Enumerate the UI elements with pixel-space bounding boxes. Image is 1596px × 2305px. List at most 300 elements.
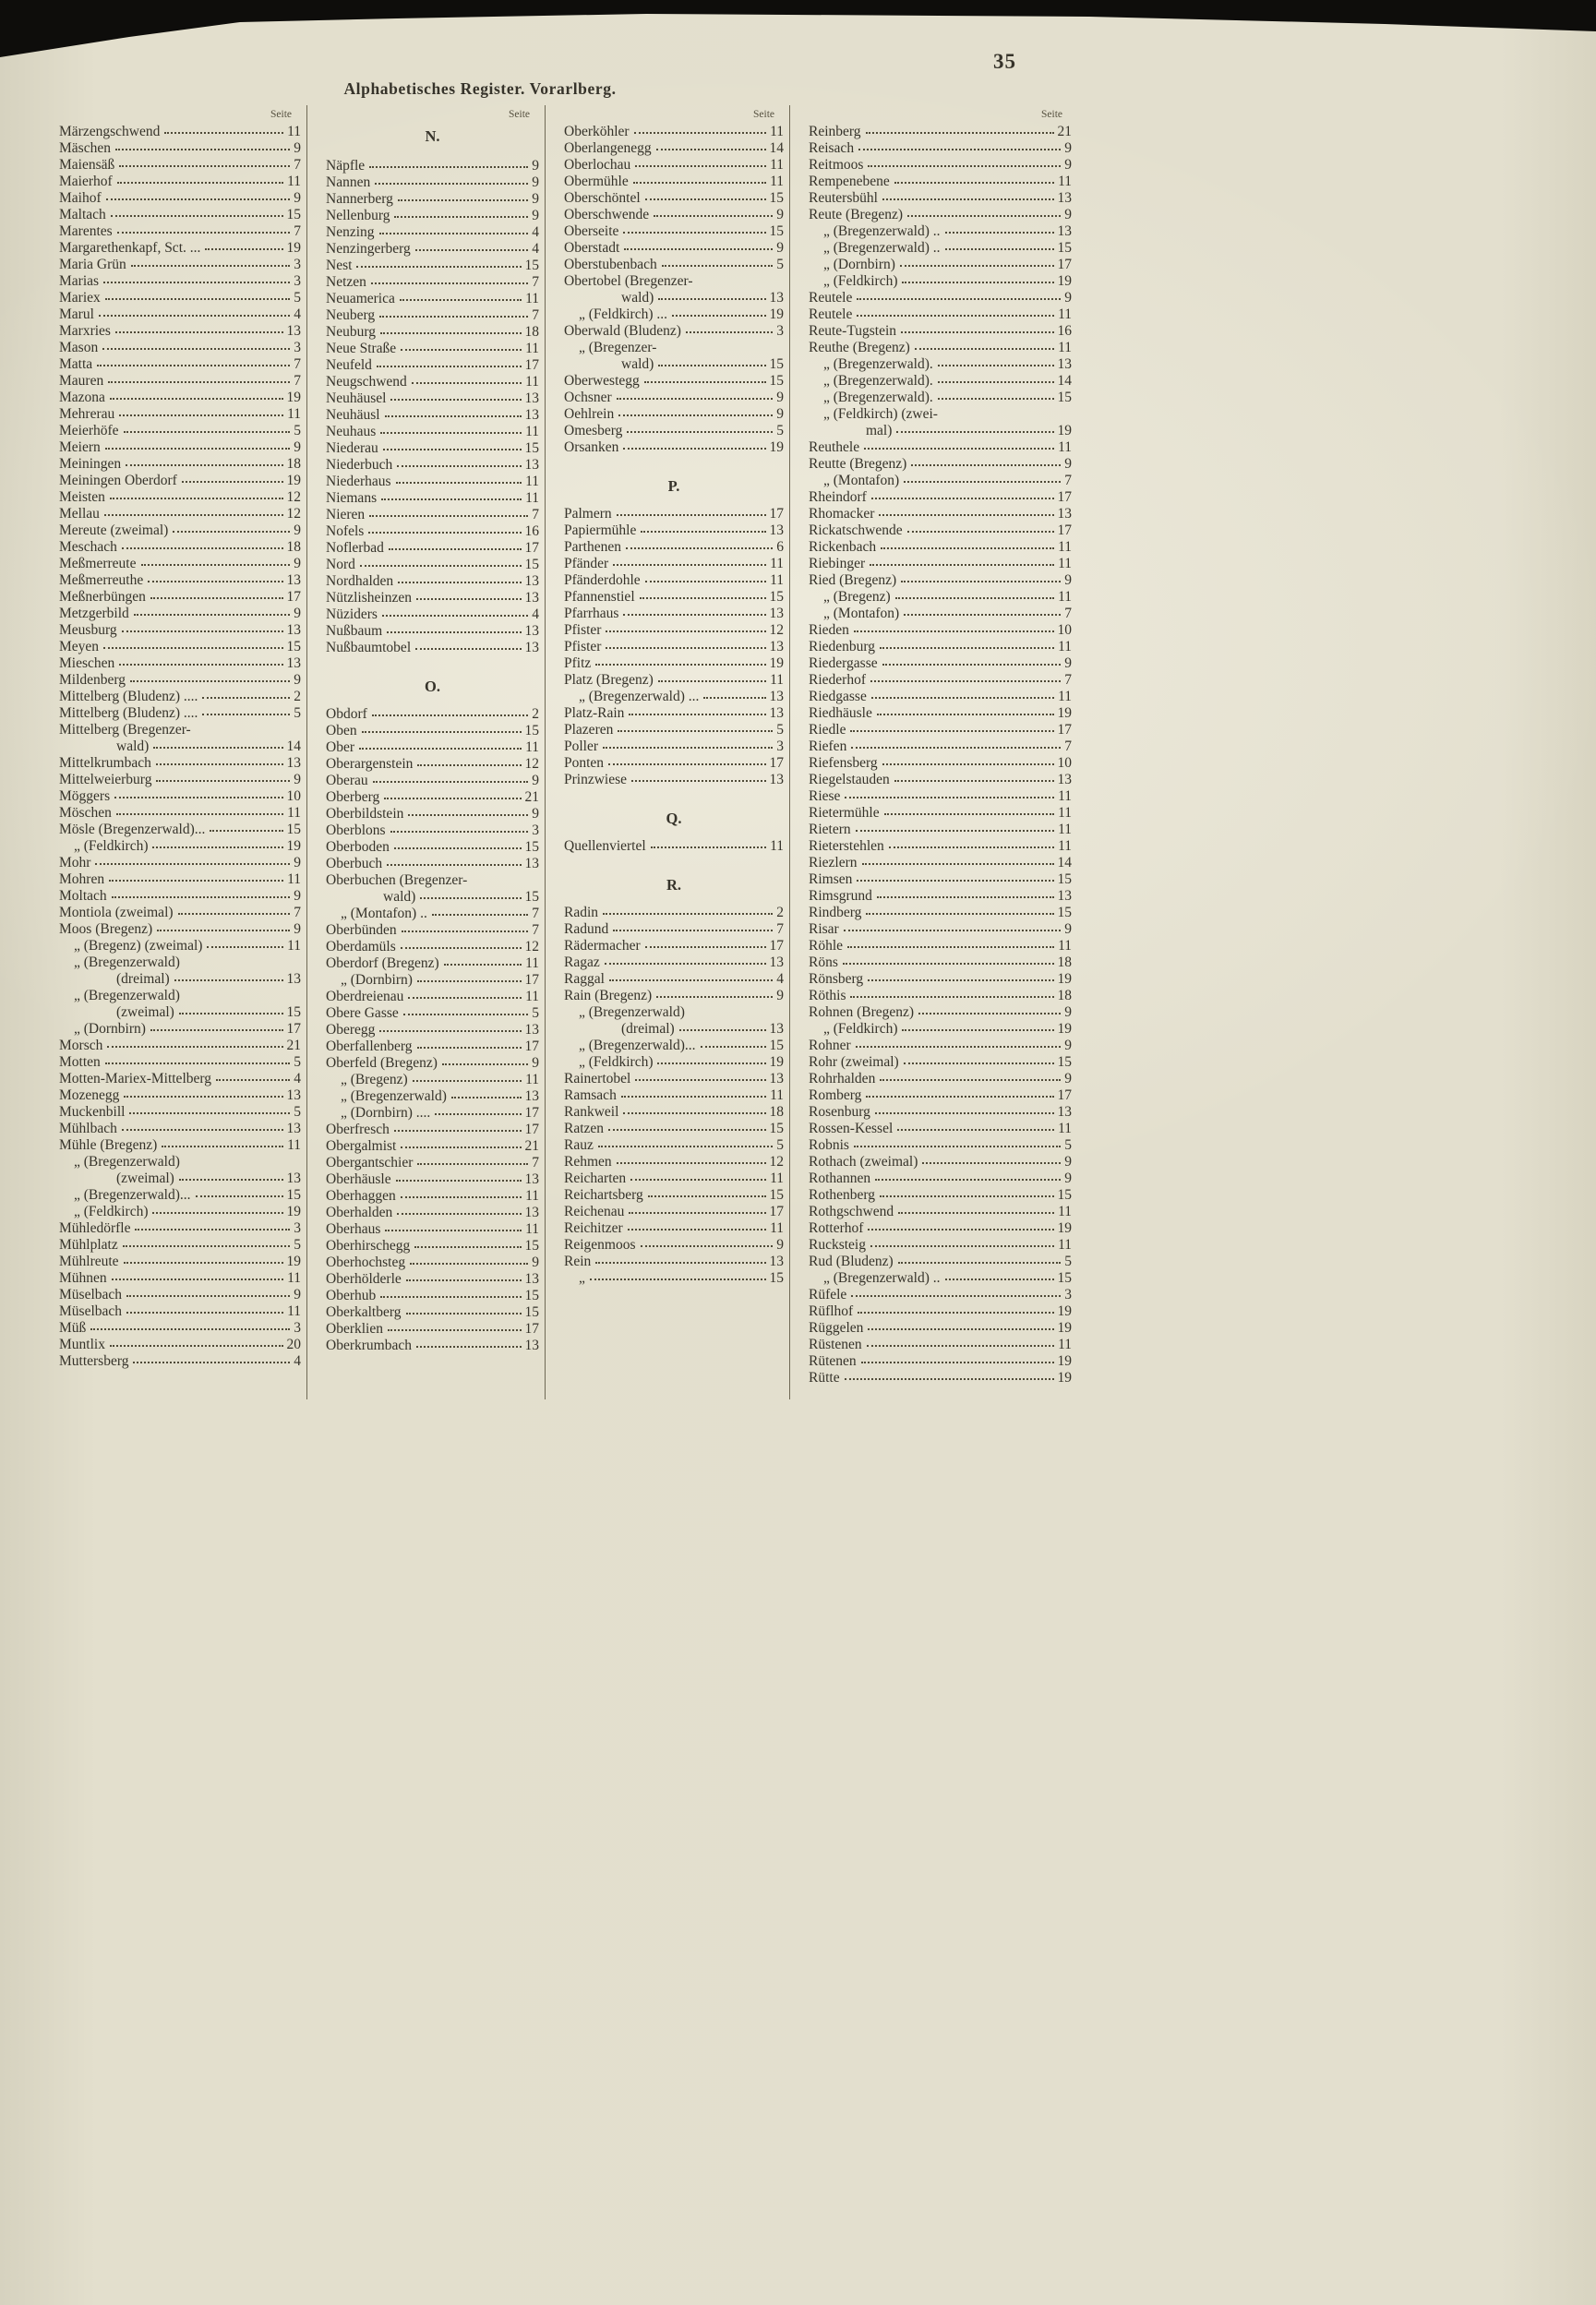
entry-page-number: 11 [1058,556,1072,571]
register-entry [564,124,784,140]
entry-page-number: 9 [294,190,301,206]
entry-name: Oberhölderle [326,1271,402,1287]
register-entry [59,1004,301,1021]
entry-page-number: 12 [286,489,301,505]
entry-name: Mariex [59,290,101,306]
register-entry [326,922,539,939]
register-entry [59,489,301,506]
register-entry [809,1237,1072,1254]
register-entry [564,622,784,639]
register-entry [809,373,1072,390]
entry-name: Mösle (Bregenzerwald)... [59,822,206,837]
entry-page-number: 9 [1064,1154,1072,1170]
dot-leader [880,1195,1053,1197]
entry-page-number: 13 [524,590,539,606]
entry-name: „ (Feldkirch) [74,1204,149,1219]
dot-leader [889,846,1054,848]
dot-leader [635,1079,765,1081]
entry-page-number: 19 [1057,1353,1072,1369]
entry-page-number: 7 [1064,606,1072,621]
entry-name: Mäschen [59,140,111,156]
entry-name: Rempenebene [809,174,890,189]
register-entry [326,623,539,640]
dot-leader [150,1029,283,1031]
dot-leader [413,1080,522,1082]
entry-name: mal) [866,423,893,438]
entry-page-number: 4 [294,1071,301,1086]
dot-leader [938,365,1054,366]
entry-page-number: 14 [769,140,784,156]
entry-page-number: 7 [1064,672,1072,688]
entry-page-number: 9 [294,1287,301,1303]
register-entry [326,723,539,739]
entry-name: „ (Bregenzerwald) [579,1004,685,1020]
entry-page-number: 21 [1057,124,1072,139]
entry-name: Nüziders [326,606,378,622]
entry-name: Neuhäusel [326,390,387,406]
dot-leader [432,914,528,916]
entry-name: Oberhäusle [326,1171,391,1187]
entry-name: Maihof [59,190,102,206]
register-entry [59,938,301,954]
dot-leader [131,265,291,267]
entry-page-number: 11 [1058,788,1072,804]
dot-leader [119,165,290,167]
entry-page-number: 3 [294,1220,301,1236]
entry-name: Margarethenkapf, Sct. ... [59,240,201,256]
dot-leader [406,1279,522,1281]
dot-leader [124,1262,283,1264]
dot-leader [105,1062,290,1064]
entry-page-number: 13 [769,772,784,787]
entry-name: Papiermühle [564,522,637,538]
dot-leader [385,1230,522,1231]
register-entry [564,223,784,240]
register-entry [564,1038,784,1054]
register-entry [326,390,539,407]
entry-name: Oberegg [326,1022,376,1038]
entry-page-number: 11 [1058,1237,1072,1253]
dot-leader [868,1328,1053,1330]
register-entry [809,439,1072,456]
register-entry [59,306,301,323]
entry-page-number: 15 [1057,1270,1072,1286]
register-entry [564,439,784,456]
entry-page-number: 15 [524,1238,539,1254]
entry-name: wald) [621,356,654,372]
entry-page-number: 6 [776,539,784,555]
register-entry [59,655,301,672]
entry-name: Muckenbill [59,1104,126,1120]
entry-page-number: 17 [1057,489,1072,505]
entry-name: Mühlreute [59,1254,119,1269]
dot-leader [617,514,766,516]
entry-page-number: 5 [776,722,784,738]
entry-name: Reisach [809,140,855,156]
entry-page-number: 13 [769,1021,784,1037]
dot-leader [99,315,290,317]
register-entry [59,273,301,290]
register-entry [564,921,784,938]
dot-leader [645,198,766,200]
dot-leader [617,398,774,400]
entry-name: Rheindorf [809,489,867,505]
dot-leader [857,298,1061,300]
entry-name: Orsanken [564,439,619,455]
entry-name: Pfänder [564,556,609,571]
dot-leader [401,349,522,351]
entry-page-number: 18 [769,1104,784,1120]
register-entry [809,539,1072,556]
dot-leader [627,431,773,433]
entry-name: Möggers [59,788,111,804]
register-entry [809,921,1072,938]
entry-page-number: 2 [294,689,301,704]
dot-leader [626,547,773,549]
register-entry [326,955,539,972]
register-entry [564,556,784,572]
register-entry [564,606,784,622]
letter-section-header: R. [666,876,682,894]
entry-name: Nannen [326,174,371,190]
dot-leader [400,299,522,301]
entry-name: Meschach [59,539,117,555]
entry-name: „ (Montafon) [823,473,900,488]
dot-leader [202,697,290,699]
entry-name: Mohren [59,871,105,887]
dot-leader [216,1079,290,1081]
entry-page-number: 19 [286,1254,301,1269]
dot-leader [922,1162,1061,1164]
register-entry [809,1287,1072,1303]
register-entry [809,838,1072,855]
dot-leader [862,863,1054,865]
entry-name: „ (Bregenzerwald) .. [823,223,941,239]
dot-leader [945,232,1054,234]
dot-leader [360,565,522,567]
entry-page-number: 13 [524,1271,539,1287]
entry-page-number: 14 [1057,373,1072,389]
entry-name: Rein [564,1254,592,1269]
dot-leader [122,547,283,549]
entry-page-number: 13 [524,623,539,639]
entry-name: Palmern [564,506,612,522]
register-entry [326,1238,539,1255]
entry-page-number: 7 [532,906,539,921]
register-entry [326,756,539,773]
entry-name: Oberlangenegg [564,140,652,156]
dot-leader [606,647,765,649]
entry-name: Marentes [59,223,113,239]
register-entry [564,373,784,390]
register-entry [326,906,539,922]
dot-leader [103,647,282,649]
register-entry [59,556,301,572]
dot-leader [369,515,528,517]
entry-name: Rüggelen [809,1320,864,1336]
register-column-3 [545,105,789,1399]
entry-page-number: 9 [776,390,784,405]
dot-leader [900,265,1054,267]
entry-name: Motten [59,1054,101,1070]
register-entry [326,1005,539,1022]
dot-leader [444,964,522,966]
register-entry [59,838,301,855]
register-entry [809,738,1072,755]
register-entry [809,606,1072,622]
entry-page-number: 13 [286,622,301,638]
entry-name: Oberseite [564,223,619,239]
register-entry [326,789,539,806]
register-entry [564,257,784,273]
entry-page-number: 11 [287,1137,301,1153]
register-entry [809,572,1072,589]
dot-leader [938,398,1054,400]
dot-leader [858,1312,1053,1314]
dot-leader [123,1245,291,1247]
dot-leader [644,381,766,383]
register-entry [59,240,301,257]
register-entry [809,971,1072,988]
seite-column-label: Seite [270,109,292,120]
entry-page-number: 5 [776,257,784,272]
dot-leader [157,930,290,931]
entry-name: Oberargenstein [326,756,414,772]
register-entry [564,738,784,755]
entry-name: Oberfresch [326,1122,390,1137]
register-entry [326,424,539,440]
entry-name: Rietermühle [809,805,880,821]
dot-leader [679,1029,766,1031]
register-entry [809,356,1072,373]
entry-page-number: 9 [532,773,539,788]
dot-leader [623,232,765,234]
register-entry [59,572,301,589]
dot-leader [645,581,766,582]
entry-name: Romberg [809,1087,862,1103]
entry-page-number: 11 [287,1270,301,1286]
entry-name: Oberdamüls [326,939,396,954]
entry-name: Rucksteig [809,1237,866,1253]
entry-name: Rain (Bregenz) [564,988,653,1003]
dot-leader [105,298,290,300]
entry-name: Pfister [564,622,602,638]
entry-name: Neugschwend [326,374,407,390]
entry-name: Riedgasse [809,689,867,704]
register-entry [809,1270,1072,1287]
dot-leader [388,1329,522,1331]
entry-name: Robnis [809,1137,849,1153]
dot-leader [881,547,1054,549]
register-entry [809,1071,1072,1087]
entry-page-number: 13 [1057,888,1072,904]
dot-leader [870,680,1061,682]
dot-leader [207,946,283,948]
dot-leader [408,814,528,816]
entry-page-number: 7 [532,507,539,522]
entry-name: Oberfallenberg [326,1038,413,1054]
entry-page-number: 13 [524,856,539,871]
dot-leader [635,165,766,167]
seite-column-label: Seite [509,109,530,120]
register-entry [326,1155,539,1171]
dot-leader [877,896,1054,898]
entry-page-number: 9 [294,140,301,156]
register-entry [326,324,539,341]
entry-name: Oberhalden [326,1205,393,1220]
register-entry [59,1021,301,1038]
register-entry [326,872,539,889]
dot-leader [875,1179,1061,1181]
entry-page-number: 19 [1057,1021,1072,1037]
entry-page-number: 9 [294,556,301,571]
entry-page-number: 21 [286,1038,301,1053]
register-entry [59,639,301,655]
entry-page-number: 18 [524,324,539,340]
entry-page-number: 4 [294,306,301,322]
entry-name: Müselbach [59,1287,123,1303]
entry-name: Meyen [59,639,100,654]
dot-leader [126,1312,283,1314]
register-entry [326,939,539,955]
register-entry [326,972,539,989]
dot-leader [415,648,521,650]
entry-page-number: 11 [1058,1204,1072,1219]
entry-name: Mühle (Bregenz) [59,1137,158,1153]
entry-name: Motten-Mariex-Mittelberg [59,1071,212,1086]
register-entry [59,722,301,738]
register-entry [809,1021,1072,1038]
entry-page-number: 18 [1057,988,1072,1003]
entry-page-number: 9 [294,888,301,904]
entry-page-number: 10 [286,788,301,804]
register-entry [564,755,784,772]
register-entry [326,889,539,906]
entry-name: Moltach [59,888,107,904]
dot-leader [106,198,291,200]
entry-page-number: 13 [769,1254,784,1269]
register-entry [564,938,784,954]
entry-page-number: 5 [294,1054,301,1070]
entry-name: Reutersbühl [809,190,878,206]
entry-name: Röns [809,954,838,970]
entry-name: Meiningen Oberdorf [59,473,177,488]
dot-leader [868,1229,1053,1231]
entry-page-number: 11 [770,1220,784,1236]
entry-page-number: 5 [1064,1254,1072,1269]
register-entry [809,1254,1072,1270]
entry-page-number: 7 [294,157,301,173]
entry-page-number: 15 [769,589,784,605]
dot-leader [416,598,522,600]
entry-page-number: 11 [1058,174,1072,189]
register-entry [59,672,301,689]
entry-name: Niemans [326,490,378,506]
register-entry [59,1104,301,1121]
entry-page-number: 11 [1058,1337,1072,1352]
entry-name: Rönsberg [809,971,864,987]
dot-leader [162,1146,283,1147]
entry-page-number: 15 [286,1004,301,1020]
dot-leader [403,1014,528,1015]
register-entry [59,921,301,938]
register-entry [59,406,301,423]
dot-leader [390,831,529,833]
dot-leader [645,946,766,948]
dot-leader [701,1046,766,1048]
register-entry [564,655,784,672]
register-entry [809,1004,1072,1021]
dot-leader [417,764,521,766]
entry-name: Matta [59,356,93,372]
entry-page-number: 9 [294,522,301,538]
entry-name: Meusburg [59,622,117,638]
entry-name: Maiensäß [59,157,115,173]
register-entry [59,689,301,705]
entry-name: „ (Dornbirn) [341,972,413,988]
dot-leader [398,199,528,201]
register-entry [326,540,539,557]
register-entry [59,822,301,838]
dot-leader [613,930,773,931]
entry-name: Oberau [326,773,368,788]
entry-name: Rauz [564,1137,594,1153]
entry-name: „ (Bregenzerwald) .. [823,240,941,256]
entry-name: Radin [564,905,599,920]
entry-name: Reuthe (Bregenz) [809,340,910,355]
register-entry [326,1171,539,1188]
dot-leader [868,979,1053,981]
register-entry [326,507,539,523]
entry-page-number: 19 [286,240,301,256]
entry-name: Oberblons [326,822,386,838]
entry-page-number: 15 [524,1288,539,1303]
register-entry [809,124,1072,140]
entry-name: Meßnerbüngen [59,589,146,605]
register-entry [809,1171,1072,1187]
entry-name: Rimsen [809,871,853,887]
dot-leader [382,615,528,617]
entry-name: wald) [383,889,416,905]
entry-page-number: 11 [525,424,539,439]
entry-name: Pfitz [564,655,592,671]
entry-name: wald) [116,738,150,754]
register-entry [809,1137,1072,1154]
entry-name: „ (Bregenzer- [579,340,657,355]
entry-name: „ (Feldkirch) [579,1054,654,1070]
register-entry [809,672,1072,689]
entry-name: Obergantschier [326,1155,414,1171]
register-entry [59,157,301,174]
dot-leader [880,647,1054,649]
entry-page-number: 15 [1057,871,1072,887]
dot-leader [380,432,522,434]
register-entry [809,273,1072,290]
entry-name: Reuthele [809,439,860,455]
entry-page-number: 10 [1057,622,1072,638]
register-entry [809,423,1072,439]
register-entry [809,1353,1072,1370]
dot-leader [394,847,522,849]
entry-name: Obergalmist [326,1138,397,1154]
register-entry [564,207,784,223]
register-entry [809,556,1072,572]
register-entry [59,439,301,456]
letter-section-header: P. [667,477,680,495]
entry-name: Mellau [59,506,100,522]
entry-page-number: 11 [1058,822,1072,837]
entry-name: Reute (Bregenz) [809,207,903,222]
